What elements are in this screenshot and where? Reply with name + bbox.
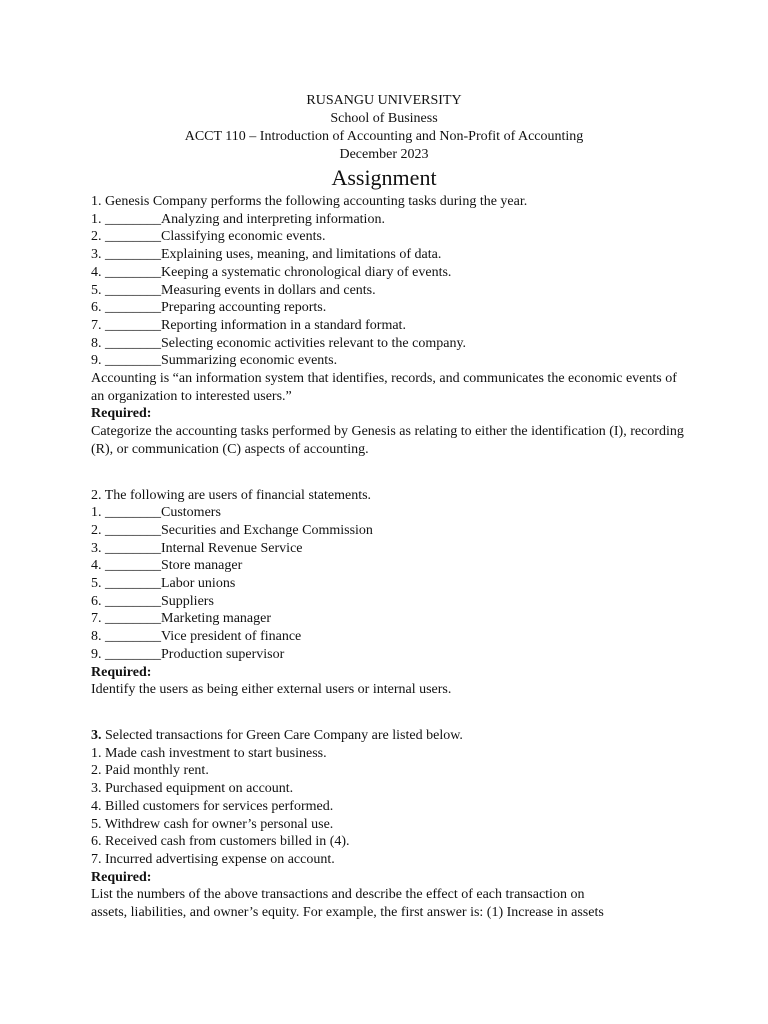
user-item: 7. ________Marketing manager xyxy=(91,611,272,627)
task-item: 4. ________Keeping a systematic chronological diary of events. xyxy=(91,264,452,280)
transaction-item: 5. Withdrew cash for owner’s personal use. xyxy=(91,816,334,832)
required-text-line-1: List the numbers of the above transactions and describe the effect of each transaction on xyxy=(91,887,585,903)
accounting-definition: Accounting is “an information system that identifies, records, and communicates the economic events of an organization to interested users.” xyxy=(91,371,677,404)
university-name: RUSANGU UNIVERSITY xyxy=(306,93,462,108)
user-item: 6. ________Suppliers xyxy=(91,593,214,609)
course-title: ACCT 110 – Introduction of Accounting and Non-Profit of Accounting xyxy=(184,129,584,144)
task-item: 6. ________Preparing accounting reports. xyxy=(91,300,327,316)
task-item: 8. ________Selecting economic activities relevant to the company. xyxy=(91,335,467,351)
task-item: 5. ________Measuring events in dollars and cents. xyxy=(91,282,376,298)
user-item: 5. ________Labor unions xyxy=(91,576,236,592)
task-item: 7. ________Reporting information in a standard format. xyxy=(91,317,406,333)
user-item: 3. ________Internal Revenue Service xyxy=(91,540,303,556)
question-2 xyxy=(91,487,691,699)
transaction-item: 6. Received cash from customers billed in (4). xyxy=(91,834,350,850)
transaction-item: 7. Incurred advertising expense on account. xyxy=(91,851,335,867)
required-label: Required: xyxy=(91,406,152,422)
document-header xyxy=(0,92,768,191)
document-date: December 2023 xyxy=(339,147,429,162)
user-item: 9. ________Production supervisor xyxy=(91,646,285,662)
question-3 xyxy=(91,727,691,922)
section-gap xyxy=(91,459,691,487)
user-item: 8. ________Vice president of finance xyxy=(91,629,302,645)
task-item: 2. ________Classifying economic events. xyxy=(91,229,326,245)
required-text: Identify the users as being either external users or internal users. xyxy=(91,682,452,698)
transaction-item: 4. Billed customers for services performed. xyxy=(91,798,334,814)
transaction-item: 3. Purchased equipment on account. xyxy=(91,781,294,797)
school-name: School of Business xyxy=(330,111,438,126)
transaction-item: 2. Paid monthly rent. xyxy=(91,763,209,779)
question-1-intro: 1. Genesis Company performs the following accounting tasks during the year. xyxy=(91,194,528,209)
document-body xyxy=(91,193,691,922)
document-title: Assignment xyxy=(331,165,437,190)
question-2-intro: 2. The following are users of financial statements. xyxy=(91,487,372,503)
task-item: 1. ________Analyzing and interpreting information. xyxy=(91,211,385,227)
question-3-intro xyxy=(91,727,691,745)
required-text-line-2: assets, liabilities, and owner’s equity. For example, the first answer is: (1) Increase in assets xyxy=(91,905,604,921)
question-3-intro-text: Selected transactions for Green Care Company are listed below. xyxy=(101,727,463,743)
required-text: Categorize the accounting tasks performed by Genesis as relating to either the identification (I), recording (R), or communication (C) aspects of accounting. xyxy=(91,424,684,457)
required-label: Required: xyxy=(91,869,152,885)
user-item: 4. ________Store manager xyxy=(91,558,243,574)
question-1 xyxy=(91,193,691,459)
user-item: 2. ________Securities and Exchange Commission xyxy=(91,522,373,538)
task-item: 9. ________Summarizing economic events. xyxy=(91,353,338,369)
task-item: 3. ________Explaining uses, meaning, and limitations of data. xyxy=(91,247,442,263)
user-item: 1. ________Customers xyxy=(91,505,221,521)
question-3-number: 3. xyxy=(91,727,102,743)
required-label: Required: xyxy=(91,664,152,680)
transaction-item: 1. Made cash investment to start business. xyxy=(91,745,327,761)
section-gap xyxy=(91,699,691,727)
